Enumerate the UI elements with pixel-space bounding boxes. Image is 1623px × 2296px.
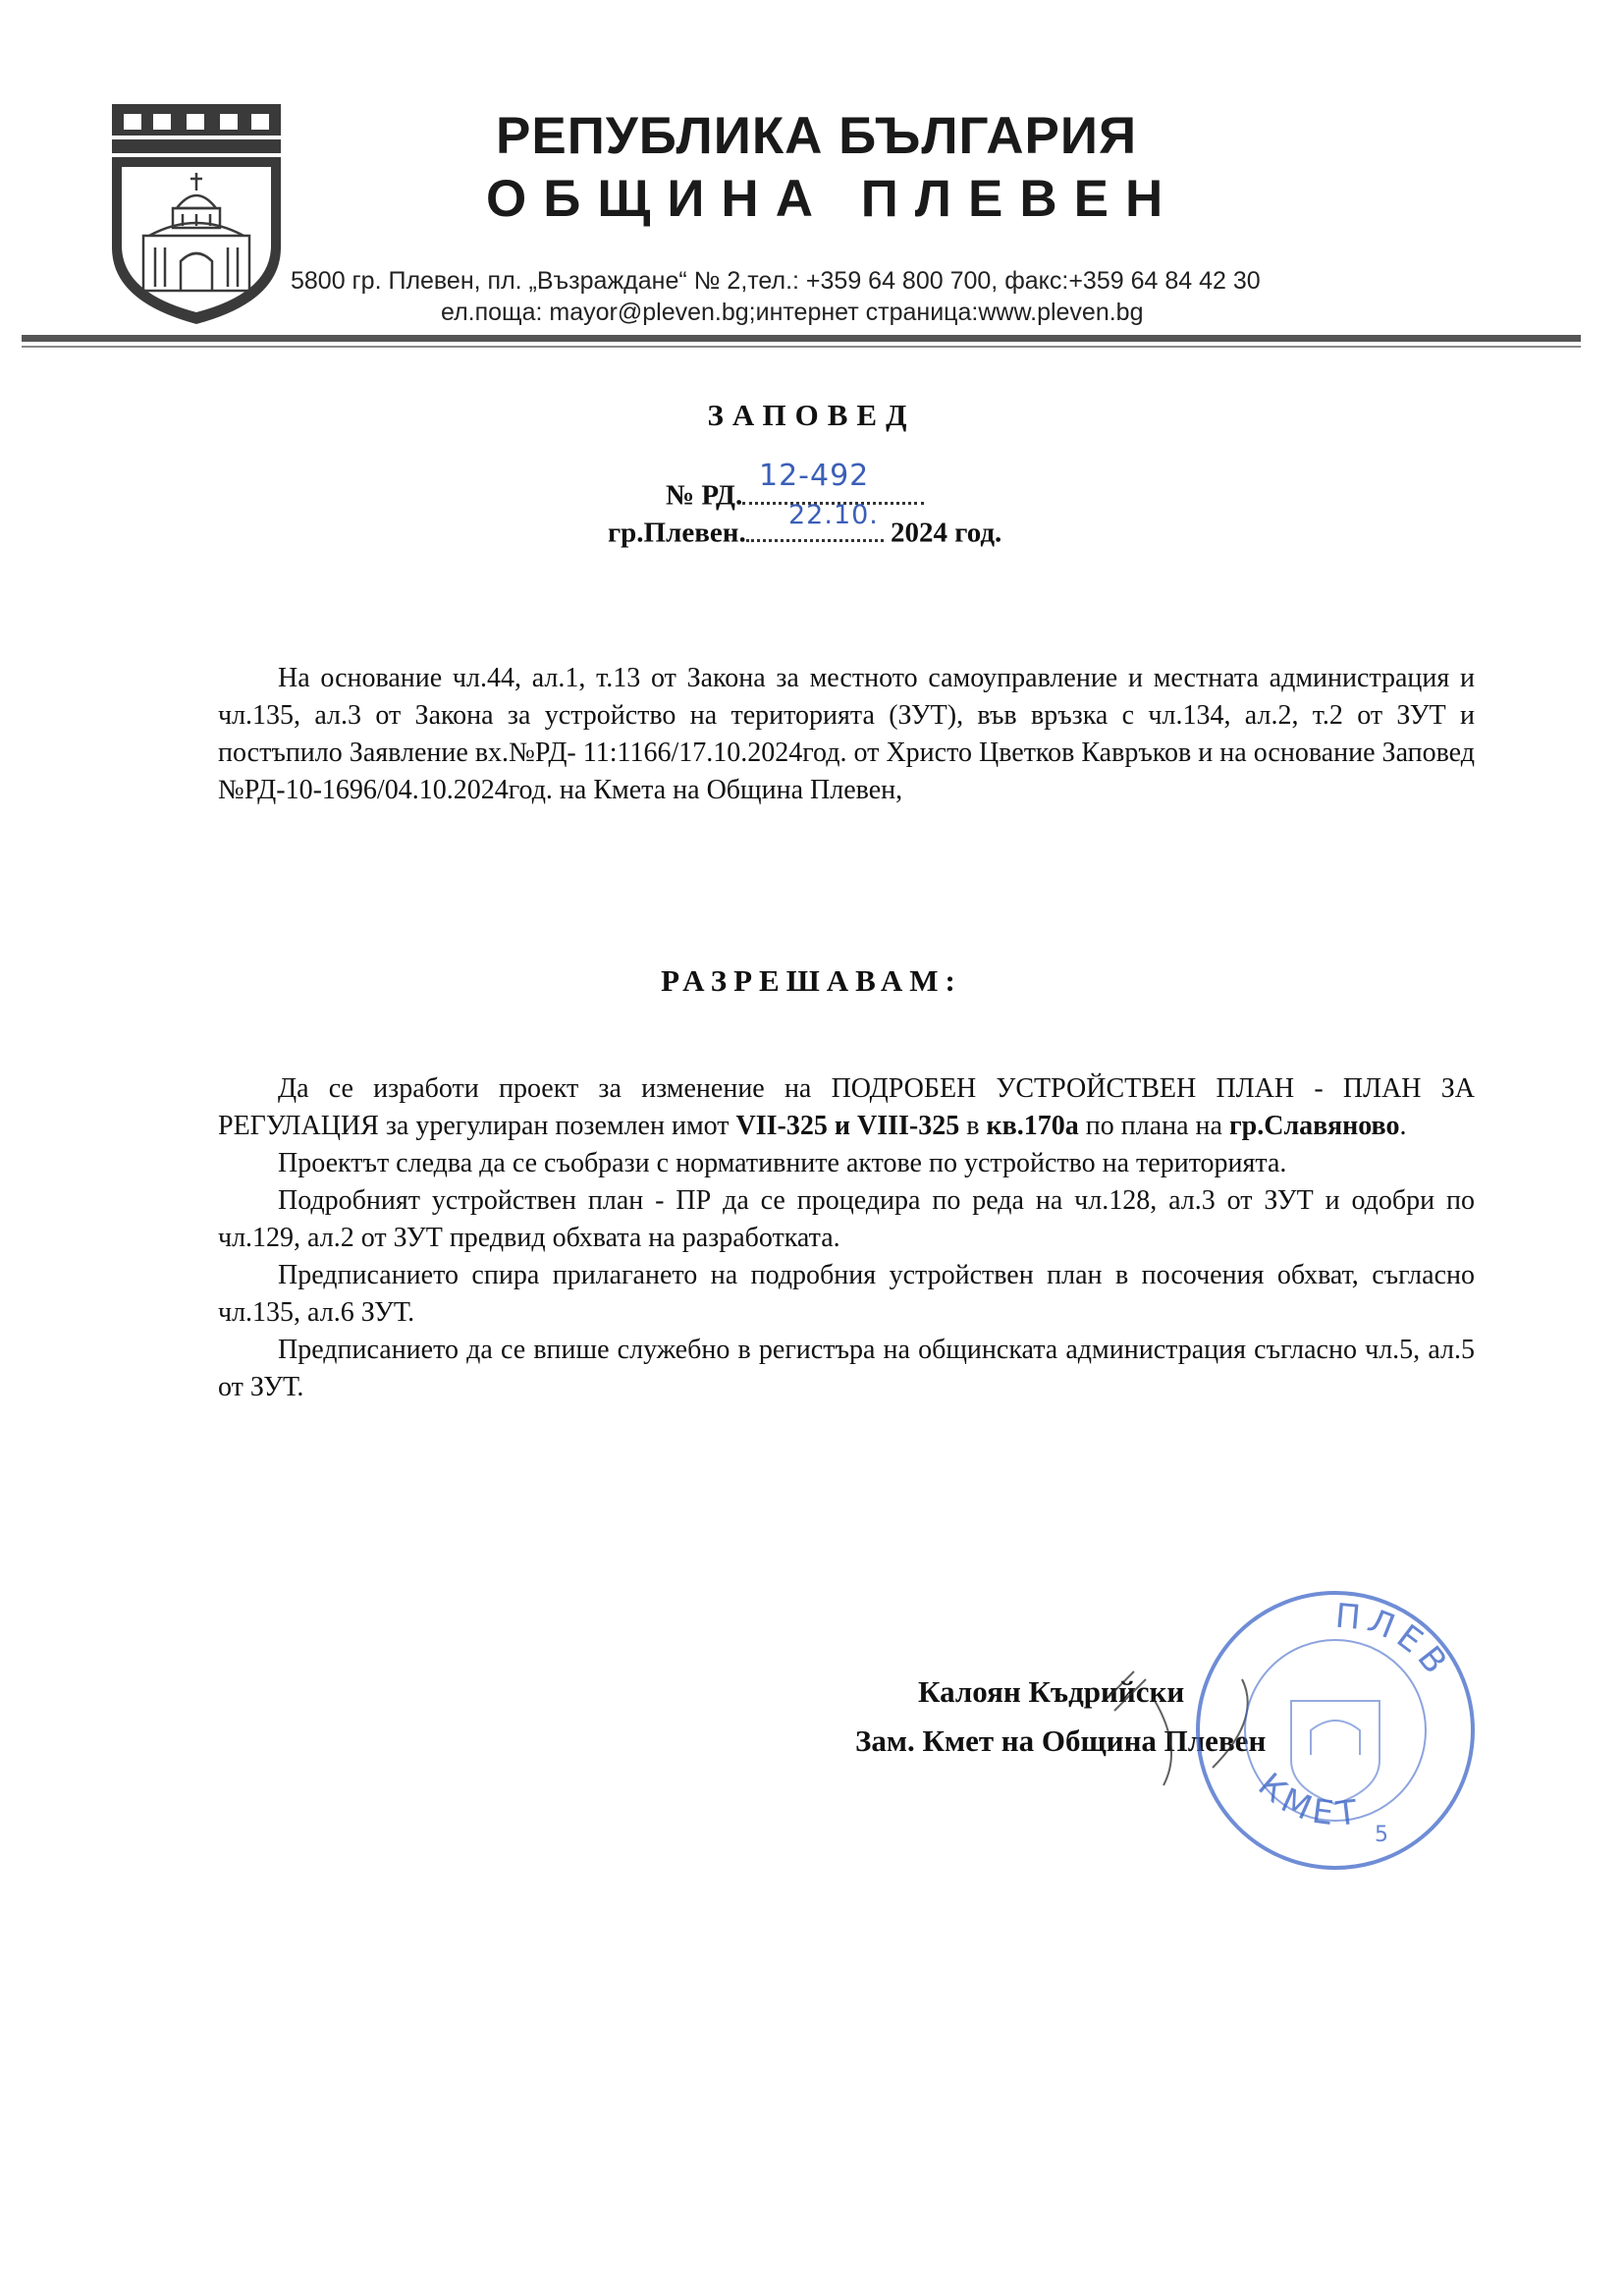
pleven-coat-of-arms	[104, 100, 289, 328]
p1-town: гр.Славяново	[1228, 1111, 1400, 1141]
p1-plots: VII-325 и VIII-325	[735, 1111, 960, 1141]
p1-in: в	[959, 1111, 987, 1141]
order-number-handwritten: 12-492	[759, 459, 870, 493]
signatory-name: Калоян Къдрийски	[918, 1674, 1185, 1709]
resolution-paragraph-5: Предписанието да се впише служебно в регистъра на общинската администрация съгласно чл.5, ал.5 от ЗУТ.	[218, 1335, 1475, 1402]
legal-basis-text: На основание чл.44, ал.1, т.13 от Закона за местното самоуправление и местната администрация и чл.135, ал.3 от Закона за устройство на територията (ЗУТ), във връзка с чл.134, ал.2, т.2 от ЗУТ и постъпило Заявление вх.№РД- 11:1166/17.10.2024год. от Христо Цветков Кавръков и на основание Заповед №РД-10-1696/04.10.2024год. на Кмета на Община Плевен,	[218, 663, 1475, 805]
order-place-date	[608, 500, 1002, 550]
p1-plan: по плана на	[1078, 1111, 1229, 1141]
order-date-handwritten: 22.10.	[788, 500, 879, 530]
p1-text: Да се изработи проект за изменение на ПОДРОБЕН УСТРОЙСТВЕН ПЛАН - ПЛАН ЗА РЕГУЛАЦИЯ за урегулиран поземлен имот	[218, 1073, 1475, 1141]
resolution-heading: РАЗРЕШАВАМ:	[661, 963, 962, 998]
stamp-text-top: ПЛЕВ	[1333, 1596, 1458, 1686]
municipality-title: ОБЩИНА ПЛЕВЕН	[486, 170, 1180, 228]
stamp-text-bottom: КМЕТ	[1250, 1765, 1366, 1834]
resolution-paragraph-3: Подробният устройствен план - ПР да се процедира по реда на чл.128, ал.3 от ЗУТ и одобри по чл.129, ал.2 от ЗУТ предвид обхвата на разработката.	[218, 1185, 1475, 1253]
resolution-paragraph-2: Проектът следва да се съобрази с нормативните актове по устройство на територията.	[278, 1148, 1287, 1178]
address-line: 5800 гр. Плевен, пл. „Възраждане“ № 2,тел.: +359 64 800 700, факс:+359 64 84 42 30	[291, 267, 1261, 295]
p1-block: кв.170а	[986, 1111, 1079, 1141]
signatory-role: Зам. Кмет на Община Плевен	[855, 1723, 1267, 1758]
legal-basis-paragraph	[218, 660, 1475, 809]
official-stamp	[1173, 1563, 1488, 1878]
order-place-prefix: гр.Плевен.	[608, 517, 746, 549]
header-divider-thin	[22, 346, 1581, 348]
country-title: РЕПУБЛИКА БЪЛГАРИЯ	[496, 107, 1138, 165]
svg-text:ПЛЕВЕН	[1173, 1563, 1458, 1686]
header-divider	[22, 335, 1581, 342]
order-number-prefix: № РД.	[666, 479, 743, 512]
resolution-paragraph-1	[218, 1070, 1475, 1145]
resolution-paragraph-4: Предписанието спира прилагането на подробния устройствен план в посочения обхват, съгласно чл.135, ал.6 ЗУТ.	[218, 1260, 1475, 1328]
contact-line: ел.поща: mayor@pleven.bg;интернет страница:www.pleven.bg	[441, 299, 1144, 326]
resolution-body	[218, 1070, 1475, 1406]
stamp-number: 5	[1375, 1823, 1388, 1847]
order-year: 2024 год.	[891, 517, 1002, 549]
order-title: ЗАПОВЕД	[707, 398, 916, 432]
p1-end: .	[1399, 1111, 1407, 1141]
